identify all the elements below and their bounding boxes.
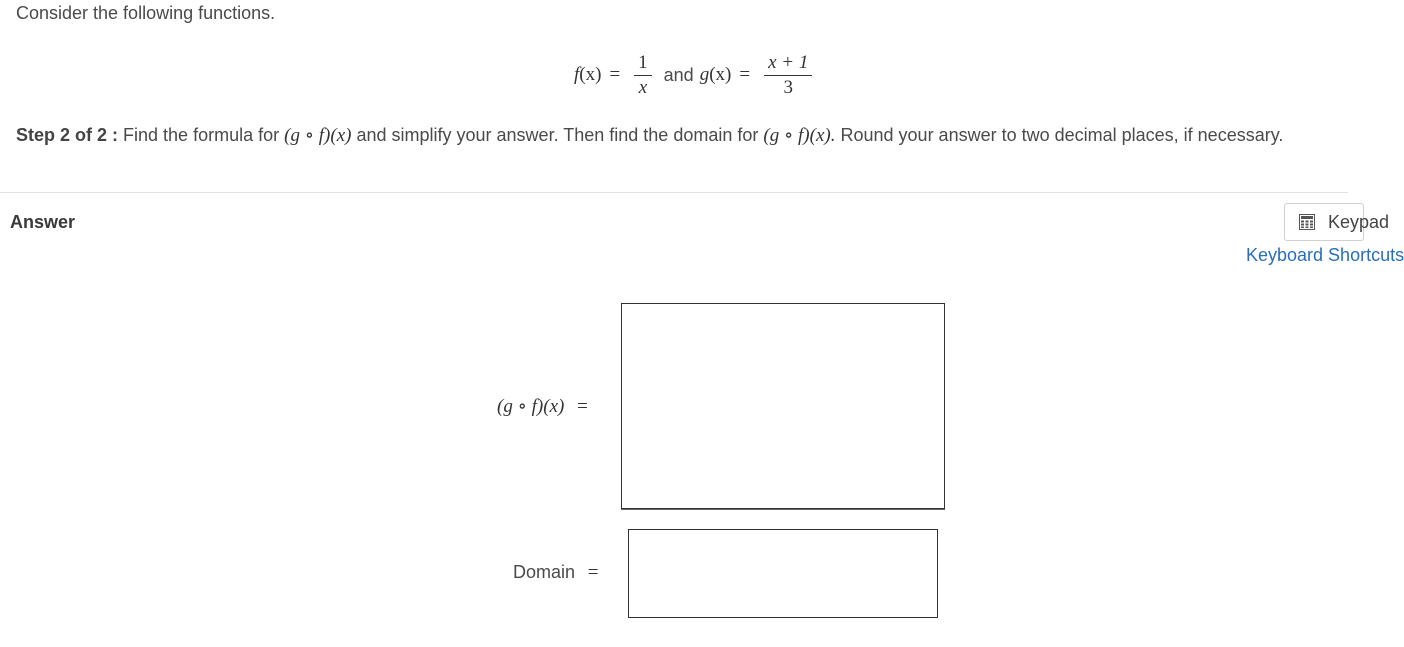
function-definitions <box>574 50 818 100</box>
f-numerator: 1 <box>634 53 652 76</box>
step-text-1: Find the formula for <box>123 125 280 145</box>
step-instructions <box>16 123 1283 148</box>
step-text-3: Round your answer to two decimal places, if necessary. <box>840 125 1284 145</box>
answer-heading: Answer <box>10 212 76 232</box>
gof-label <box>497 395 596 418</box>
step-expression-1: (g ∘ f)(x) <box>284 125 352 146</box>
section-divider <box>0 192 1348 193</box>
gof-equals: = <box>577 396 588 417</box>
f-equals: = <box>609 64 621 85</box>
step-text-2: and simplify your answer. Then find the domain for <box>356 125 759 145</box>
f-fraction <box>634 53 652 98</box>
keypad-button-label: Keypad <box>1328 211 1390 232</box>
f-denominator: x <box>638 76 648 98</box>
keyboard-shortcuts-link[interactable]: Keyboard Shortcuts <box>1246 245 1404 265</box>
and-connector: and <box>663 64 694 85</box>
gof-answer-input[interactable] <box>621 303 945 509</box>
domain-equals: = <box>587 562 599 583</box>
step-expression-2: (g ∘ f)(x). <box>763 125 836 146</box>
gof-expression: (g ∘ f)(x) <box>497 396 565 417</box>
f-argument: (x) <box>579 64 602 85</box>
calculator-icon <box>1299 214 1315 230</box>
domain-answer-input[interactable] <box>628 529 938 618</box>
domain-label <box>513 562 607 584</box>
keypad-button[interactable] <box>1284 203 1390 241</box>
g-argument: (x) <box>709 64 732 85</box>
g-fraction <box>764 53 812 98</box>
g-equals: = <box>739 64 751 85</box>
problem-intro: Consider the following functions. <box>16 3 276 23</box>
g-name: g <box>699 64 710 85</box>
domain-text: Domain <box>513 562 576 582</box>
step-label: Step 2 of 2 : <box>16 125 119 145</box>
g-numerator: x + 1 <box>764 53 812 76</box>
g-denominator: 3 <box>783 76 793 98</box>
f-name: f <box>574 64 580 85</box>
